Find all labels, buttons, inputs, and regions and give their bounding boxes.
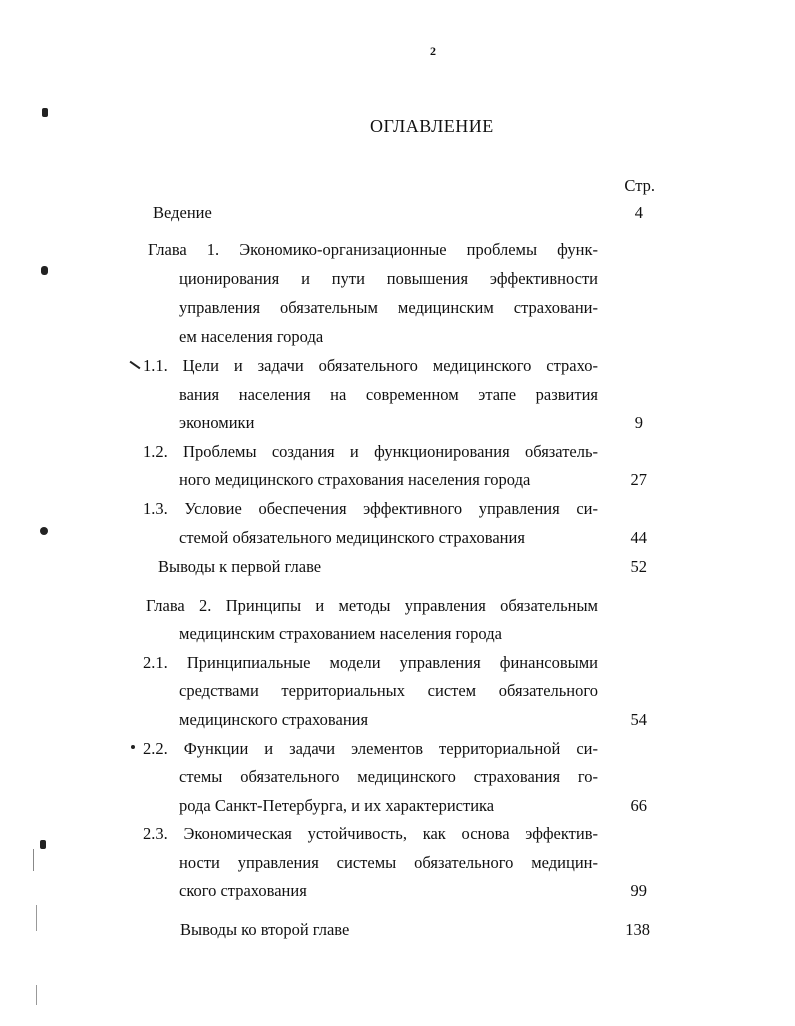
toc-line: рода Санкт-Петербурга, и их характеристика	[179, 796, 495, 815]
toc-entry-intro: Ведение	[153, 203, 212, 222]
toc-line: ности управления системы обязательного медицин-	[179, 853, 598, 872]
page-number: 2	[430, 44, 436, 58]
toc-line: Глава 2. Принципы и методы управления обязательным	[146, 596, 598, 615]
toc-line: 2.1. Принципиальные модели управления финансовыми	[143, 653, 598, 672]
toc-line: 1.2. Проблемы создания и функционирования обязатель-	[143, 442, 598, 461]
toc-page: 54	[630, 710, 647, 729]
scan-scratch	[36, 985, 37, 1005]
toc-line: Глава 1. Экономико-организационные проблемы функ-	[148, 240, 598, 259]
toc-line: 2.3. Экономическая устойчивость, как основа эффектив-	[143, 824, 598, 843]
page-column-header: Стр.	[624, 176, 655, 195]
scan-mark	[40, 840, 46, 849]
scan-mark	[131, 745, 135, 749]
scan-scratch	[36, 905, 37, 931]
toc-page-conclusions-1: 52	[630, 557, 647, 576]
scan-mark	[41, 266, 48, 275]
scan-scratch	[130, 361, 141, 370]
toc-entry-conclusions-2: Выводы ко второй главе	[180, 920, 350, 939]
toc-page: 27	[630, 470, 647, 489]
toc-title: ОГЛАВЛЕНИЕ	[370, 116, 494, 136]
toc-line: вания населения на современном этапе развития	[179, 385, 598, 404]
toc-line: стемы обязательного медицинского страхования го-	[179, 767, 598, 786]
scan-scratch	[33, 849, 34, 871]
toc-line: ционирования и пути повышения эффективности	[179, 269, 598, 288]
toc-page-intro: 4	[634, 203, 643, 222]
toc-page: 66	[630, 796, 647, 815]
toc-line: 2.2. Функции и задачи элементов территориальной си-	[143, 739, 598, 758]
toc-line: медицинским страхованием населения города	[179, 624, 502, 643]
scan-mark	[42, 108, 48, 117]
toc-line: стемой обязательного медицинского страхования	[179, 528, 525, 547]
toc-page: 99	[630, 881, 647, 900]
toc-line: ного медицинского страхования населения города	[179, 470, 531, 489]
toc-line: ем населения города	[179, 327, 324, 346]
toc-line: средствами территориальных систем обязательного	[179, 681, 598, 700]
toc-entry-conclusions-1: Выводы к первой главе	[158, 557, 322, 576]
toc-page: 44	[630, 528, 647, 547]
toc-line: экономики	[179, 413, 255, 432]
scan-mark	[40, 527, 48, 535]
toc-line: управления обязательным медицинским страховани-	[179, 298, 598, 317]
toc-line: 1.3. Условие обеспечения эффективного управления си-	[143, 499, 598, 518]
toc-line: ского страхования	[179, 881, 307, 900]
toc-line: медицинского страхования	[179, 710, 369, 729]
toc-line: 1.1. Цели и задачи обязательного медицинского страхо-	[143, 356, 598, 375]
toc-page-conclusions-2: 138	[625, 920, 650, 939]
toc-page: 9	[634, 413, 643, 432]
